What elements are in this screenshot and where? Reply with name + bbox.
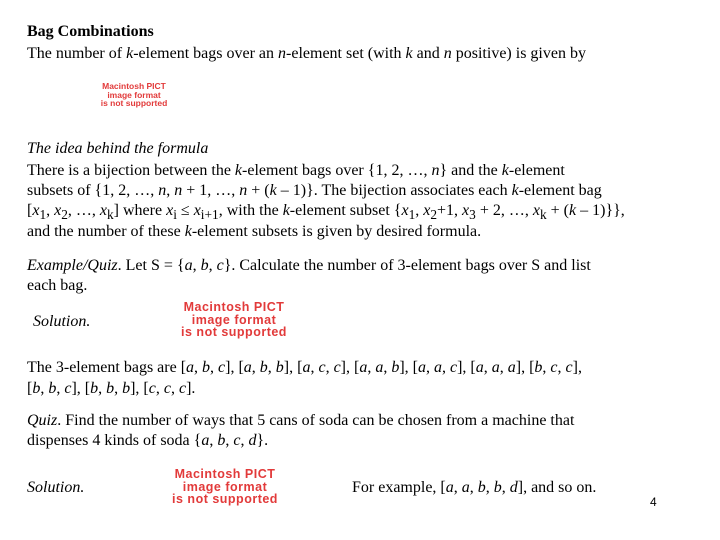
quiz-line-2: dispenses 4 kinds of soda {a, b, c, d}. [27, 432, 269, 449]
solution-image-placeholder: Macintosh PICT image format is not supported [181, 300, 287, 340]
solution2-image-placeholder: Macintosh PICT image format is not supported [172, 467, 278, 507]
example-line-1: Example/Quiz. Let S = {a, b, c}. Calculate the number of 3-element bags over S and list [27, 257, 591, 274]
idea-heading: The idea behind the formula [27, 140, 209, 157]
bijection-line-1: There is a bijection between the k-element bags over {1, 2, …, n} and the k-element [27, 162, 565, 179]
page-number: 4 [650, 495, 657, 509]
solution-label: Solution. [33, 313, 91, 330]
formula-image-placeholder: Macintosh PICT image format is not supported [100, 81, 168, 109]
slide-title: Bag Combinations [27, 23, 154, 40]
bijection-line-3: [$x_1$, $x_2$, …, $x_k$] where $x_i \le x_{i+1}$, with the k-element subset {$x_1$, $x_2+1$, $x_3 + 2$, …, $x_k + (k - 1)$}}, [27, 202, 625, 223]
quiz-line-1: Quiz. Find the number of ways that 5 cans of soda can be chosen from a machine that [27, 412, 575, 429]
bags-line-2: [b, b, c], [b, b, b], [c, c, c]. [27, 380, 196, 397]
bijection-line-2: subsets of {1, 2, …, n, n + 1, …, n + (k – 1)}. The bijection associates each k-element bag [27, 182, 602, 199]
for-example-text: For example, [a, a, b, b, d], and so on. [352, 479, 597, 496]
bijection-line-4: and the number of these k-element subsets is given by desired formula. [27, 223, 482, 240]
example-line-2: each bag. [27, 277, 88, 294]
solution2-label: Solution. [27, 479, 85, 496]
intro-text: The number of k-element bags over an n-element set (with k and n positive) is given by [27, 45, 586, 62]
bags-line-1: The 3-element bags are [a, b, c], [a, b, b], [a, c, c], [a, a, b], [a, a, c], [a, a, a], [b, c, c], [27, 359, 582, 376]
